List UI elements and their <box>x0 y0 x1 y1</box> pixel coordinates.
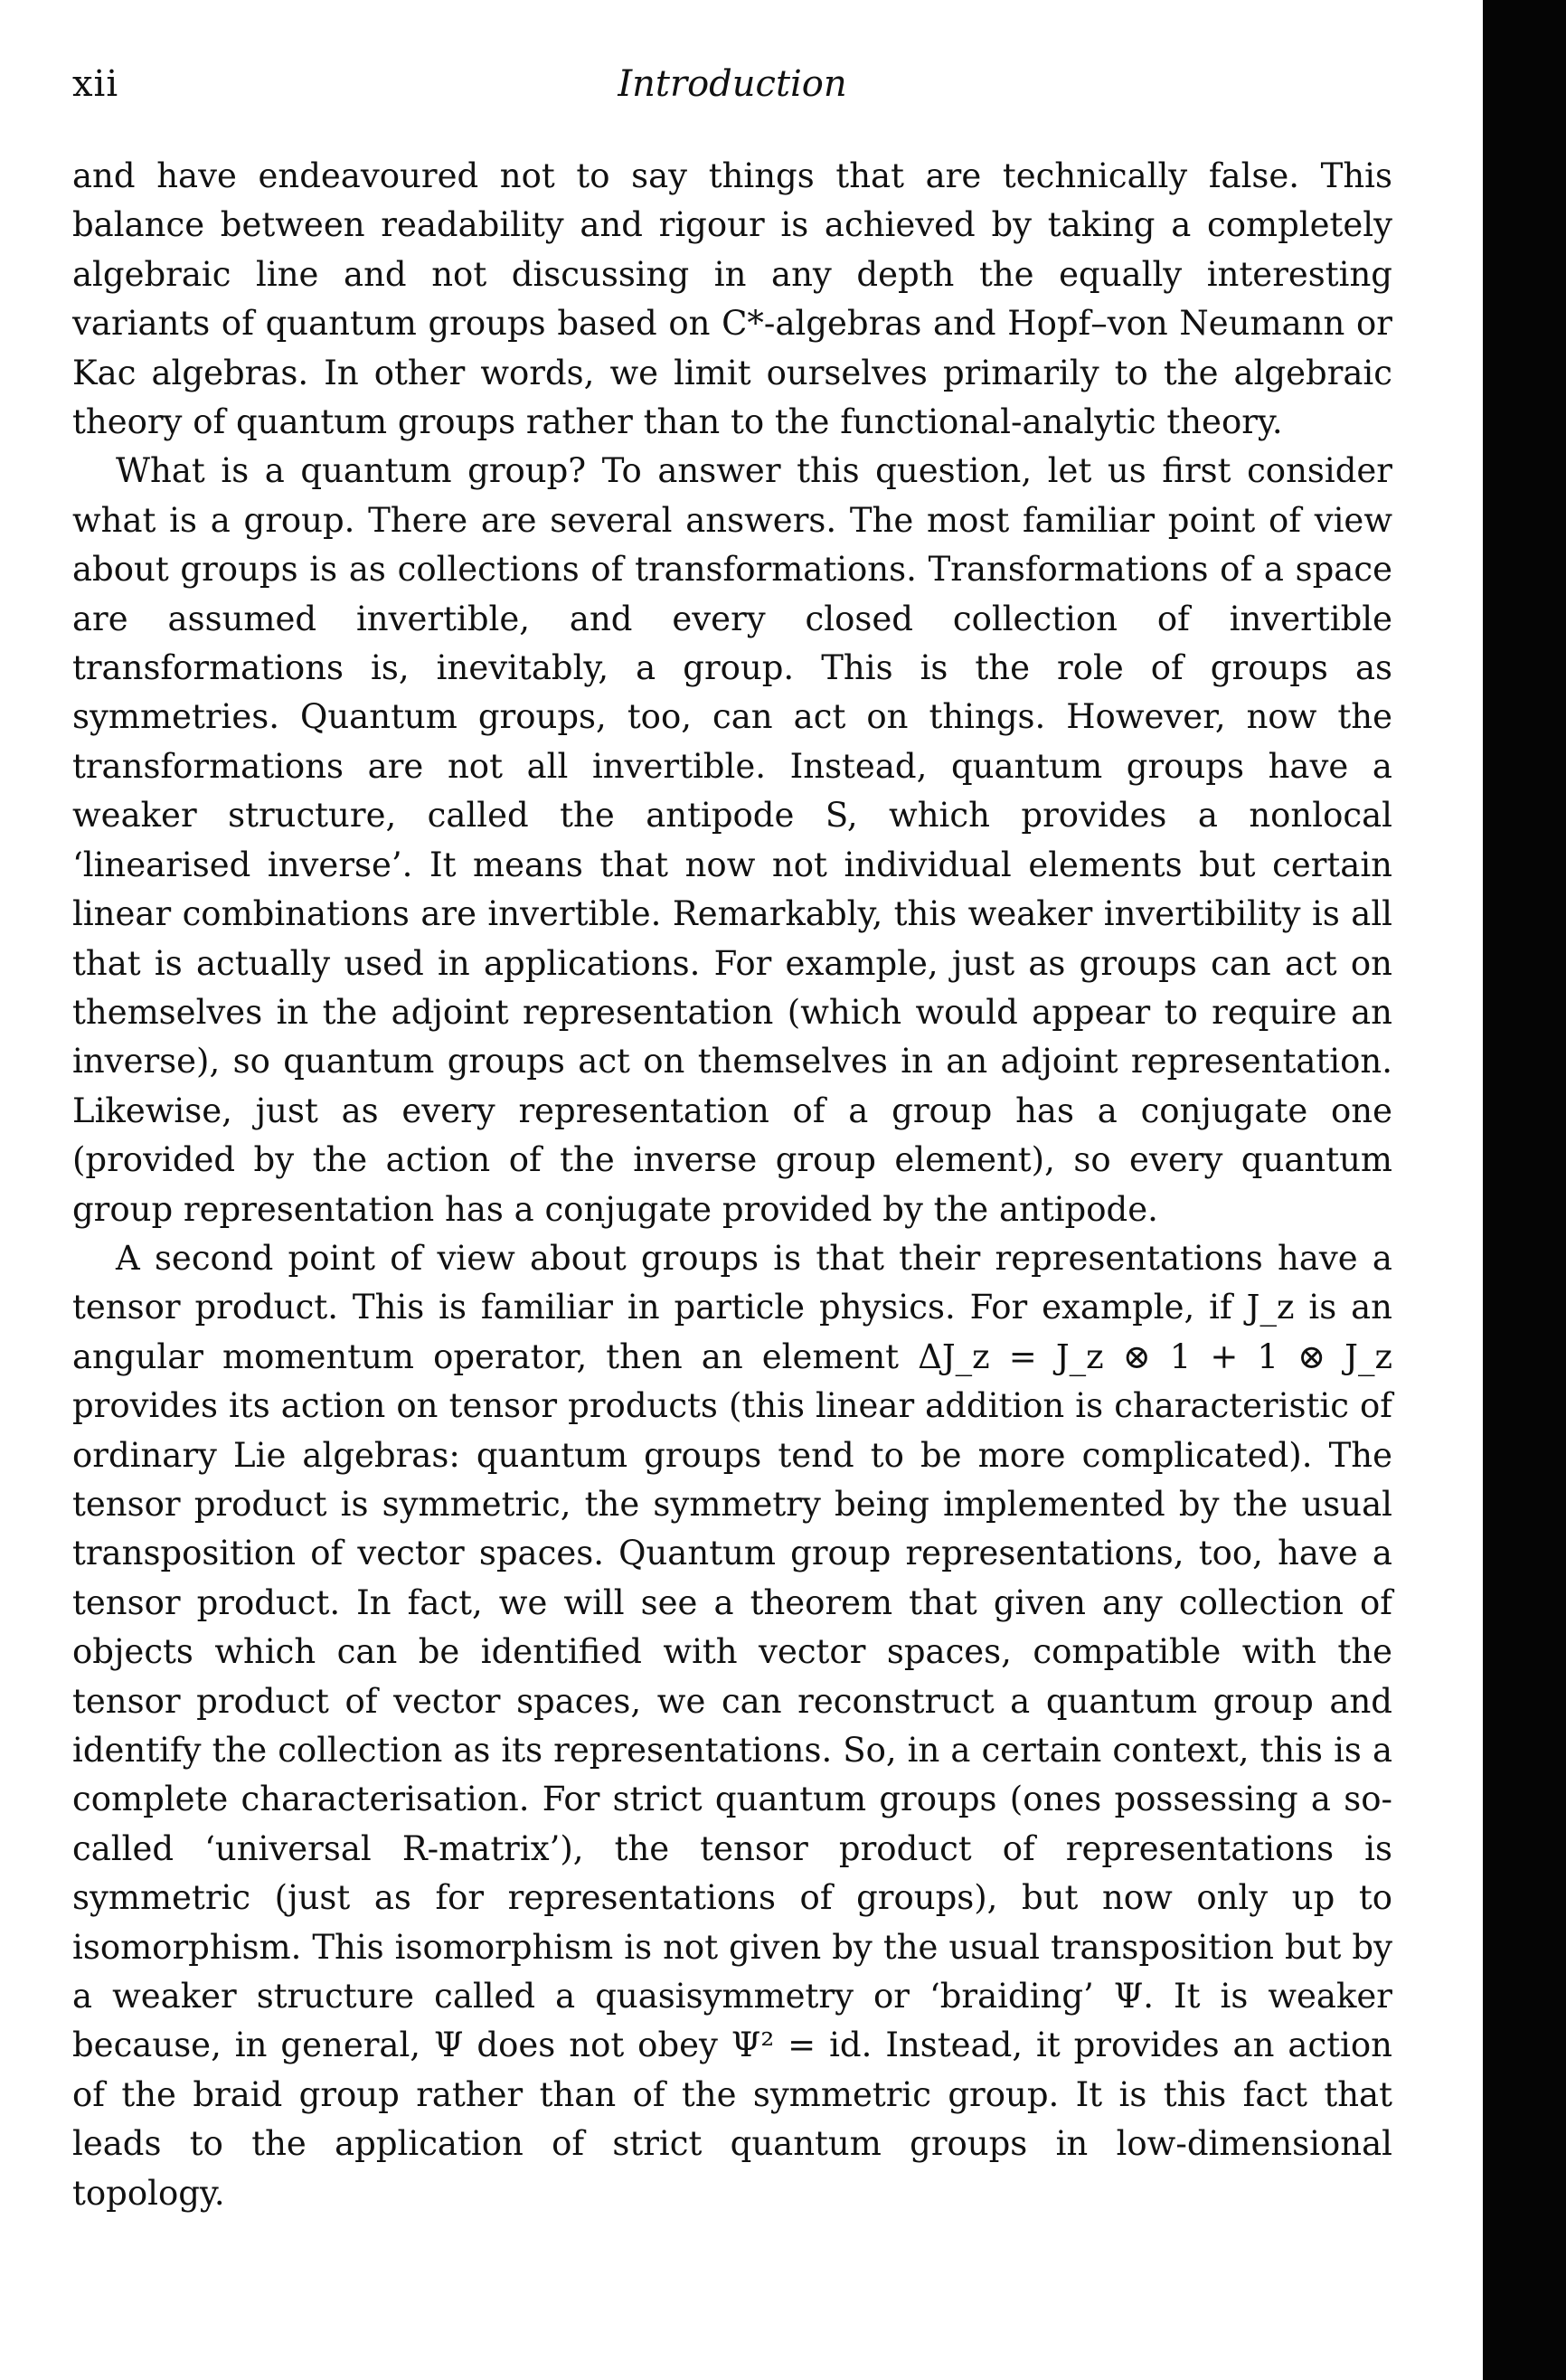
paragraph-tensor-product: A second point of view about groups is that their representations have a tensor product. This is familiar in particle physics. For example, if J_z is an angular momentum operator, then an element ΔJ_z = J_z ⊗ 1 + 1 ⊗ J_z provides its action on tensor products (this linear addition is characteristic of ordinary Lie algebras: quantum groups tend to be more complicated). The tensor product is symmetric, the symmetry being implemented by the usual transposition of vector spaces. Quantum group representations, too, have a tensor product. In fact, we will see a theorem that given any collection of objects which can be identified with vector spaces, compatible with the tensor product of vector spaces, we can reconstruct a quantum group and identify the collection as its representations. So, in a certain context, this is a complete characterisation. For strict quantum groups (ones possessing a so-called ‘universal R-matrix’), the tensor product of representations is symmetric (just as for representations of groups), but now only up to isomorphism. This isomorphism is not given by the usual transposition but by a weaker structure called a quasisymmetry or ‘braiding’ Ψ. It is weaker because, in general, Ψ does not obey Ψ² = id. Instead, it provides an action of the braid group rather than of the symmetric group. It is this fact that leads to the application of strict quantum groups in low-dimensional topology. <box>72 1238 1392 2213</box>
running-title: Introduction <box>618 63 847 105</box>
paragraph-what-is-quantum-group: What is a quantum group? To answer this question, let us first consider what is a group. There are several answers. The most familiar point of view about groups is as collections of transformations. Transformations of a space are assumed invertible, and every closed collection of invertible transformations is, inevitably, a group. This is the role of groups as symmetries. Quantum groups, too, can act on things. However, now the transformations are not all invertible. Instead, quantum groups have a weaker structure, called the antipode S, which provides a nonlocal ‘linearised inverse’. It means that now not individual elements but certain linear combinations are invertible. Remarkably, this weaker invertibility is all that is actually used in applications. For example, just as groups can act on themselves in the adjoint representation (which would appear to require an inverse), so quantum groups act on themselves in an adjoint representation. Likewise, just as every representation of a group has a conjugate one (provided by the action of the inverse group element), so every quantum group representation has a conjugate provided by the antipode. <box>72 451 1392 1229</box>
body-text <box>72 152 1392 2218</box>
paragraph-continued: and have endeavoured not to say things that are technically false. This balance between readability and rigour is achieved by taking a completely algebraic line and not discussing in any depth the equally interesting variants of quantum groups based on C*-algebras and Hopf–von Neumann or Kac algebras. In other words, we limit ourselves primarily to the algebraic theory of quantum groups rather than to the functional-analytic theory. <box>72 156 1392 442</box>
scan-edge-band <box>1483 0 1566 2380</box>
page-number: xii <box>72 63 119 105</box>
page-header <box>72 63 1392 118</box>
